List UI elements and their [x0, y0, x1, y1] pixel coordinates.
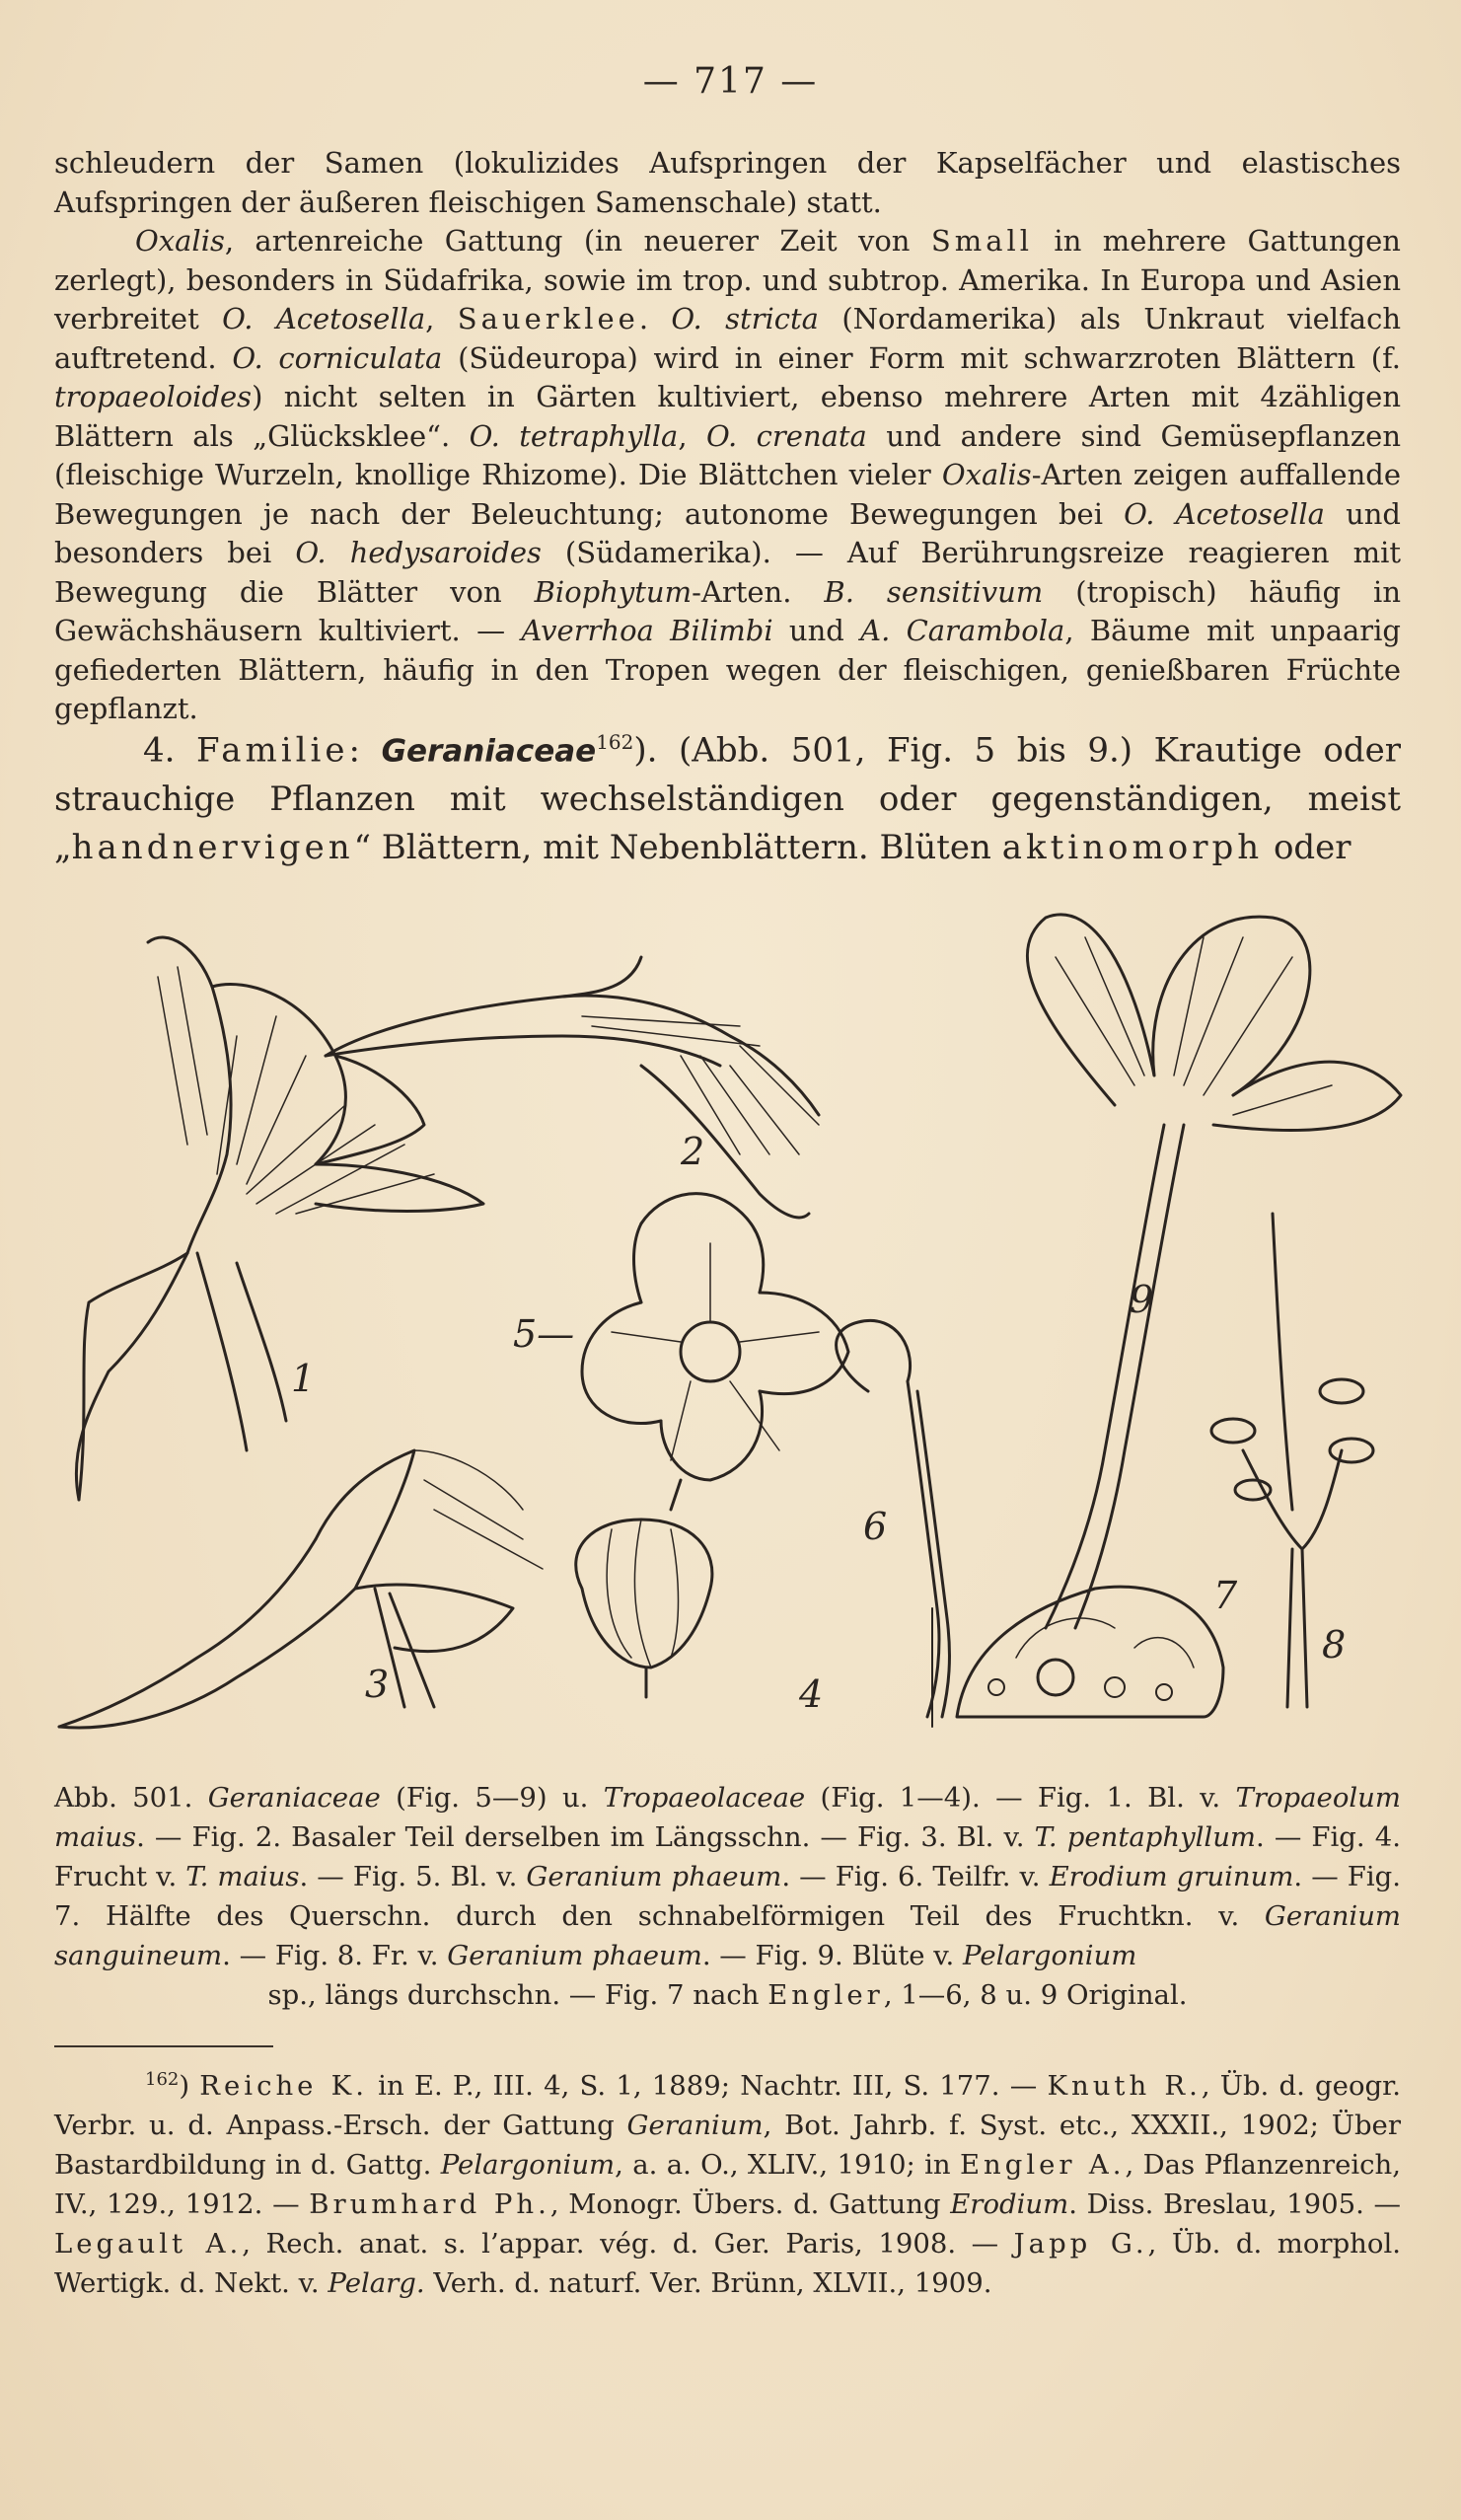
footnote-mark: 162	[145, 2069, 180, 2090]
fig-label-2: 2	[681, 1130, 705, 1173]
paragraph-oxalis: Oxalis, artenreiche Gattung (in neuerer Zeit von Small in mehrere Gattungen zerlegt), besonders in Südafrika, sowie im trop. und subtrop. Amerika. In Europa und Asien verbreitet O. Acetosella, Sauerklee. O. stricta (Nordamerika) als Unkraut vielfach auftretend. O. corniculata (Südeuropa) wird in einer Form mit schwarzroten Blättern (f. tropaeoloides) nicht selten in Gärten kultiviert, ebenso mehrere Arten mit 4zähligen Blättern als „Glücksklee“. O. tetraphylla, O. crenata und andere sind Gemüsepflanzen (fleischige Wurzeln, knollige Rhizome). Die Blättchen vieler Oxalis-Arten zeigen auffallende Bewegungen je nach der Beleuchtung; autonome Bewegungen bei O. Acetosella und besonders bei O. hedysaroides (Südamerika). — Auf Berührungsreize reagieren mit Bewegung die Blätter von Biophytum-Arten. B. sensitivum (tropisch) häufig in Gewächshäusern kultiviert. — Averrhoa Bilimbi und A. Carambola, Bäume mit unpaarig gefiederten Blättern, häufig in den Tropen wegen der fleischigen, genießbaren Früchte gepflanzt.	[54, 224, 1402, 725]
botanical-figure	[49, 898, 1430, 1766]
fig-label-6: 6	[863, 1505, 888, 1548]
fig7-cross-section	[957, 1587, 1223, 1717]
taxon-acetosella: O. Acetosella	[1124, 496, 1325, 531]
footnote-divider	[54, 2045, 273, 2047]
fig-label-3: 3	[365, 1663, 390, 1706]
taxon-oxalis: Oxalis	[135, 224, 225, 258]
taxon-hedysaroides: O. hedysaroides	[295, 536, 542, 569]
taxon-averrhoa: Averrhoa Bilimbi	[521, 614, 773, 647]
paragraph-text: schleudern der Samen (lokulizides Aufspringen der Kapselfächer und elastisches Aufspringen der äußeren fleischigen Samenschale) statt.	[54, 146, 1401, 219]
taxon-carambola: A. Carambola	[860, 614, 1065, 647]
page-number: — 717 —	[642, 61, 819, 102]
taxon-oxalis: Oxalis	[941, 458, 1032, 491]
footnote-ref: 162	[596, 730, 634, 754]
family-label: Familie	[196, 730, 349, 771]
fig3-pentaphyllum	[59, 1450, 543, 1728]
family-name: Geraniaceae	[381, 733, 597, 770]
fig5-geranium-flower	[582, 1194, 848, 1510]
taxon-corniculata: O. corniculata	[232, 340, 443, 375]
fig-label-5: 5—	[513, 1312, 575, 1356]
taxon-sensitivum: B. sensitivum	[824, 574, 1044, 609]
family-heading-paragraph: 4. Familie: Geraniaceae$^{162}$). (Abb. 501, Fig. 5 bis 9.) Krautige oder strauchige Pflanzen mit wechselständigen oder gegenständigen, meist „handnervigen“ Blättern, mit Nebenblättern. Blüten aktinomorph oder	[54, 730, 1402, 868]
common-name-sauerklee: Sauerklee	[457, 302, 639, 335]
taxon-crenata: O. crenata	[705, 418, 867, 453]
taxon-biophytum: Biophytum	[534, 574, 693, 609]
fig8-geranium-fruit	[1211, 1214, 1373, 1707]
fig9-pelargonium-flower	[1027, 915, 1401, 1628]
author-small: Small	[930, 224, 1034, 258]
fig4-fruit	[576, 1519, 712, 1697]
taxon-acetosella: O. Acetosella	[222, 302, 426, 335]
fig-label-4: 4	[799, 1672, 824, 1716]
taxon-stricta: O. stricta	[671, 302, 819, 335]
footnote-162: $^{162}$) Reiche K. in E. P., III. 4, S. 1, 1889; Nachtr. III, S. 177. — Knuth R., Üb. d. geogr. Verbr. u. d. Anpass.-Ersch. der Gattung Geranium, Bot. Jahrb. f. Syst. etc., XXXII., 1902; Über Bastardbildung in d. Gattg. Pelargonium, a. a. O., XLIV., 1910; in Engler A., Das Pflanzenreich, IV., 129., 1912. — Brumhard Ph., Monogr. Übers. d. Gattung Erodium. Diss. Breslau, 1905. — Legault A., Rech. anat. s. l’appar. vég. d. Ger. Paris, 1908. — Japp G., Üb. d. morphol. Wertigk. d. Nekt. v. Pelarg. Verh. d. naturf. Ver. Brünn, XLVII., 1909.	[54, 2069, 1401, 2300]
fig2-spur-section	[326, 957, 819, 1218]
fig6-erodium-mericarp	[837, 1320, 950, 1727]
fig-label-1: 1	[291, 1357, 316, 1400]
fig-label-9: 9	[1130, 1278, 1154, 1321]
fig-label-7: 7	[1213, 1574, 1238, 1617]
paragraph-capsule	[54, 144, 1401, 222]
fig-label-8: 8	[1322, 1623, 1347, 1667]
figure-caption: Abb. 501. Geraniaceae (Fig. 5—9) u. Tropaeolaceae (Fig. 1—4). — Fig. 1. Bl. v. Tropaeolum maius. — Fig. 2. Basaler Teil derselben im Längsschn. — Fig. 3. Bl. v. T. pentaphyllum. — Fig. 4. Frucht v. T. maius. — Fig. 5. Bl. v. Geranium phaeum. — Fig. 6. Teilfr. v. Erodium gruinum. — Fig. 7. Hälfte des Querschn. durch den schnabelförmigen Teil des Fruchtkn. v. Geranium sanguineum. — Fig. 8. Fr. v. Geranium phaeum. — Fig. 9. Blüte v. Pelargonium sp., längs durchschn. — Fig. 7 nach Engler, 1—6, 8 u. 9 Original.	[54, 1782, 1402, 2011]
taxon-tetraphylla: O. tetraphylla	[469, 418, 679, 453]
taxon-tropaeoloides: tropaeoloides	[54, 380, 253, 413]
fig1-tropaeolum-flower	[76, 937, 483, 1500]
